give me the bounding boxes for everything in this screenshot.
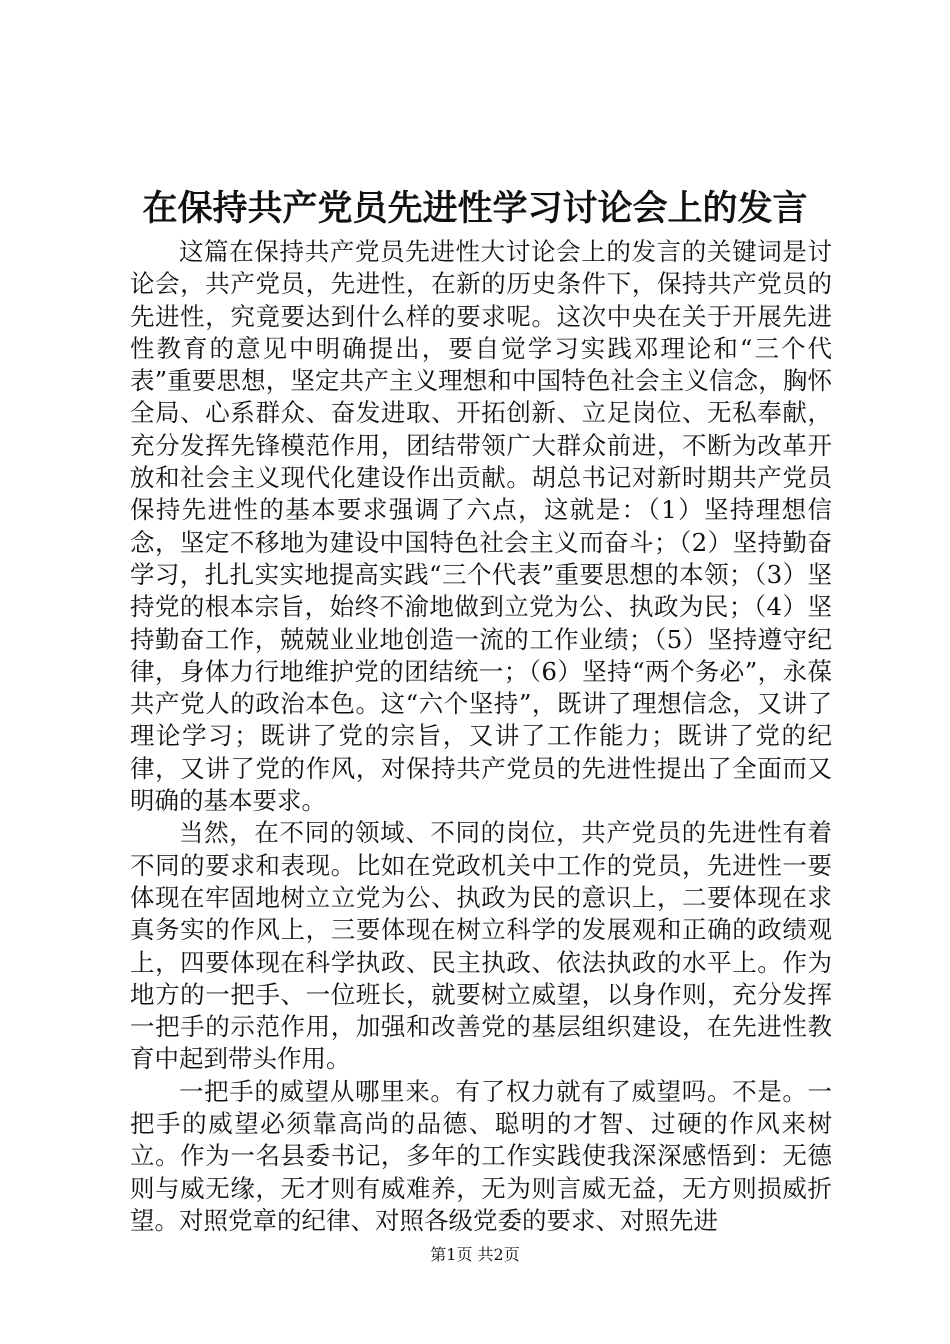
paragraph-3: 一把手的威望从哪里来。有了权力就有了威望吗。不是。一把手的威望必须靠高尚的品德、聪明的才智、过硬的作风来树立。作为一名县委书记，多年的工作实践使我深深感悟到：无德则与威无缘，无才则有威难养，无为则言威无益，无方则损威折望。对照党章的纪律、对照各级党委的要求、对照先进 (130, 1076, 832, 1235)
document-title: 在保持共产党员先进性学习讨论会上的发言 (142, 188, 808, 229)
paragraph-2: 当然，在不同的领域、不同的岗位，共产党员的先进性有着不同的要求和表现。比如在党政机关中工作的党员，先进性一要体现在牢固地树立立党为公、执政为民的意识上，二要体现在求真务实的作风上，三要体现在树立科学的发展观和正确的政绩观上，四要体现在科学执政、民主执政、依法执政的水平上。作为地方的一把手、一位班长，就要树立威望，以身作则，充分发挥一把手的示范作用，加强和改善党的基层组织建设，在先进性教育中起到带头作用。 (130, 818, 832, 1074)
document-body (130, 236, 832, 1237)
page-footer: 第1页 共2页 (430, 1245, 520, 1264)
paragraph-1: 这篇在保持共产党员先进性大讨论会上的发言的关键词是讨论会，共产党员，先进性，在新的历史条件下，保持共产党员的先进性，究竟要达到什么样的要求呢。这次中央在关于开展先进性教育的意见中明确提出，要自觉学习实践邓理论和“三个代表”重要思想，坚定共产主义理想和中国特色社会主义信念，胸怀全局、心系群众、奋发进取、开拓创新、立足岗位、无私奉献，充分发挥先锋模范作用，团结带领广大群众前进，不断为改革开放和社会主义现代化建设作出贡献。胡总书记对新时期共产党员保持先进性的基本要求强调了六点，这就是：（1）坚持理想信念，坚定不移地为建设中国特色社会主义而奋斗；（2）坚持勤奋学习，扎扎实实地提高实践“三个代表”重要思想的本领；（3）坚持党的根本宗旨，始终不渝地做到立党为公、执政为民；（4）坚持勤奋工作，兢兢业业地创造一流的工作业绩；（5）坚持遵守纪律，身体力行地维护党的团结统一；（6）坚持“两个务必”，永葆共产党人的政治本色。这“六个坚持”，既讲了理想信念，又讲了理论学习；既讲了党的宗旨，又讲了工作能力；既讲了党的纪律，又讲了党的作风，对保持共产党员的先进性提出了全面而又明确的基本要求。 (130, 237, 832, 816)
